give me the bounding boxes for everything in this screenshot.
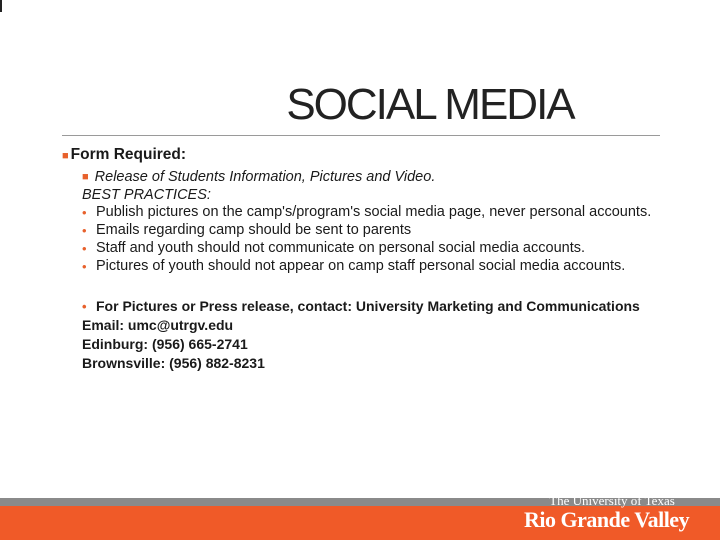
list-item xyxy=(82,222,672,239)
contact-edinburg: Edinburg: (956) 665-2741 xyxy=(82,336,248,352)
list-item xyxy=(82,204,672,221)
form-required-heading xyxy=(62,146,672,166)
practice-text: Staff and youth should not communicate on personal social media accounts. xyxy=(96,240,585,256)
contact-item xyxy=(82,298,672,315)
slide-title: SOCIAL MEDIA xyxy=(286,80,574,129)
form-required-label: Form Required: xyxy=(70,146,187,163)
release-item-text: Release of Students Information, Pictures and Video. xyxy=(94,169,436,185)
practice-text: Emails regarding camp should be sent to parents xyxy=(96,222,412,238)
slide-body xyxy=(62,146,672,373)
round-bullet-icon: • xyxy=(82,223,87,238)
square-bullet-icon: ■ xyxy=(82,171,89,183)
practice-text: Pictures of youth should not appear on camp staff personal social media accounts. xyxy=(96,258,626,274)
title-divider xyxy=(62,135,660,136)
best-practices-label: BEST PRACTICES: xyxy=(82,187,211,203)
round-bullet-icon: • xyxy=(82,241,87,256)
contact-email: Email: umc@utrgv.edu xyxy=(82,317,234,333)
corner-mark xyxy=(0,0,2,12)
list-item xyxy=(82,240,672,257)
round-bullet-icon: • xyxy=(82,259,87,274)
utrgv-logo xyxy=(524,494,700,538)
logo-bottom-text: Rio Grande Valley xyxy=(524,507,690,532)
round-bullet-icon: • xyxy=(82,299,87,314)
list-item xyxy=(82,258,672,275)
practice-text: Publish pictures on the camp's/program's social media page, never personal accounts. xyxy=(96,204,652,220)
contact-brownsville: Brownsville: (956) 882-8231 xyxy=(82,355,265,371)
contact-text: For Pictures or Press release, contact: University Marketing and Communications xyxy=(96,298,640,314)
spacer xyxy=(62,276,672,298)
round-bullet-icon: • xyxy=(82,205,87,220)
logo-top-text: The University of Texas xyxy=(549,493,675,508)
square-bullet-icon: ■ xyxy=(62,150,69,162)
release-item xyxy=(82,168,672,186)
